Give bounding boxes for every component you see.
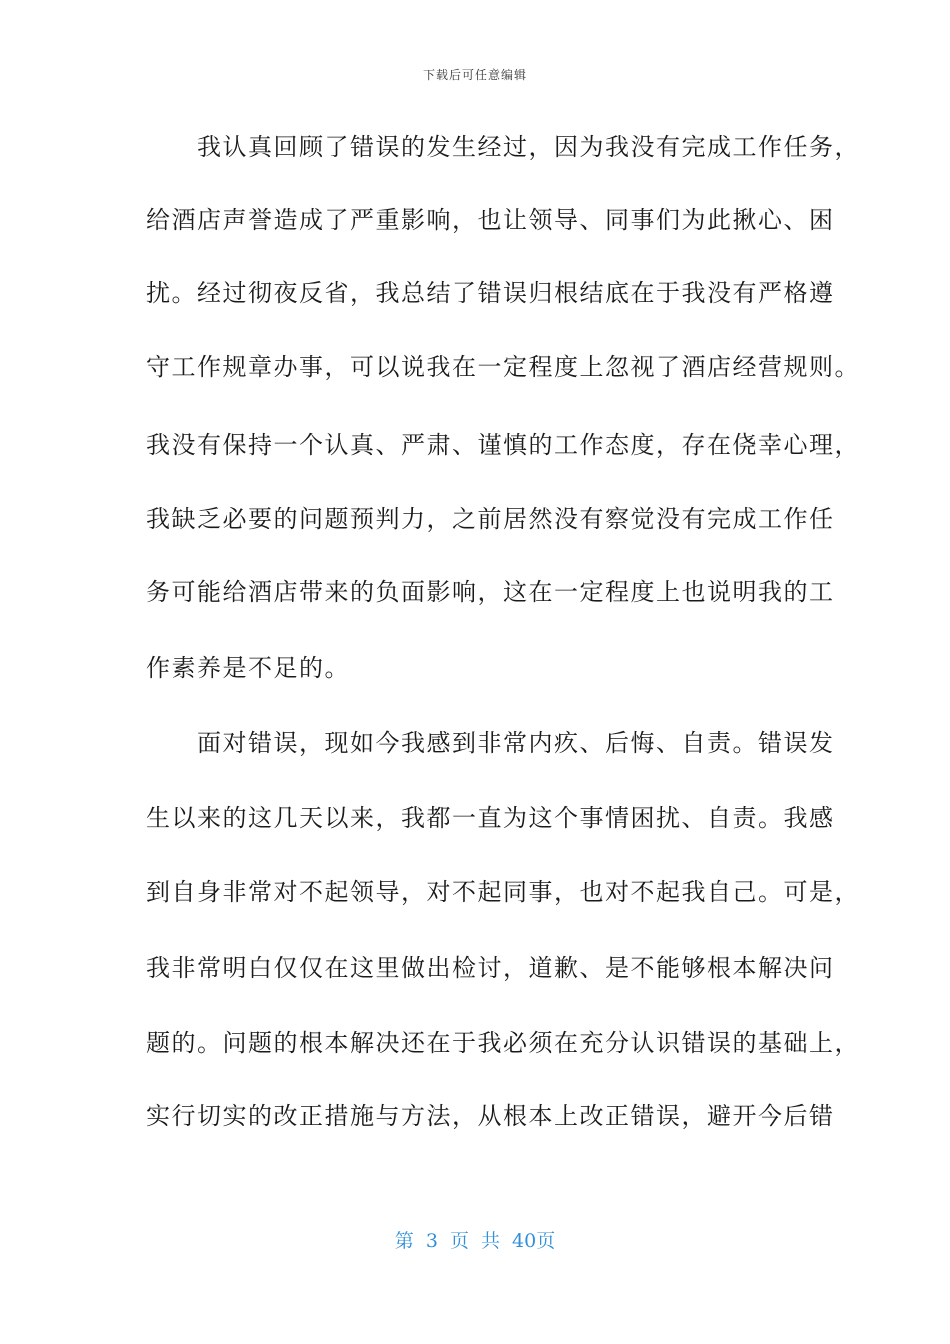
- text-line: 务可能给酒店带来的负面影响，这在一定程度上也说明我的工: [146, 578, 835, 606]
- text-line: 题的。问题的根本解决还在于我必须在充分认识错误的基础上，: [146, 1029, 860, 1057]
- text-line: 扰。经过彻夜反省，我总结了错误归根结底在于我没有严格遵: [146, 279, 835, 307]
- text-line: 守工作规章办事，可以说我在一定程度上忽视了酒店经营规则。: [146, 353, 860, 381]
- text-line: 我认真回顾了错误的发生经过，因为我没有完成工作任务，: [146, 133, 860, 161]
- text-line: 到自身非常对不起领导，对不起同事，也对不起我自己。可是，: [146, 878, 860, 906]
- text-line: 我非常明白仅仅在这里做出检讨，道歉、是不能够根本解决问: [146, 954, 835, 982]
- text-line: 生以来的这几天以来，我都一直为这个事情困扰、自责。我感: [146, 804, 835, 832]
- text-line: 我缺乏必要的问题预判力，之前居然没有察觉没有完成工作任: [146, 505, 835, 533]
- text-line: 作素养是不足的。: [146, 654, 350, 682]
- page-number-footer: 第 3 页 共 40页: [394, 1230, 556, 1252]
- text-line: 我没有保持一个认真、严肃、谨慎的工作态度，存在侥幸心理，: [146, 431, 860, 459]
- text-line: 实行切实的改正措施与方法，从根本上改正错误，避开今后错: [146, 1102, 835, 1130]
- text-line: 给酒店声誉造成了严重影响，也让领导、同事们为此揪心、困: [146, 206, 835, 234]
- page-header: 下载后可任意编辑: [422, 68, 527, 82]
- text-line: 面对错误，现如今我感到非常内疚、后悔、自责。错误发: [146, 729, 835, 757]
